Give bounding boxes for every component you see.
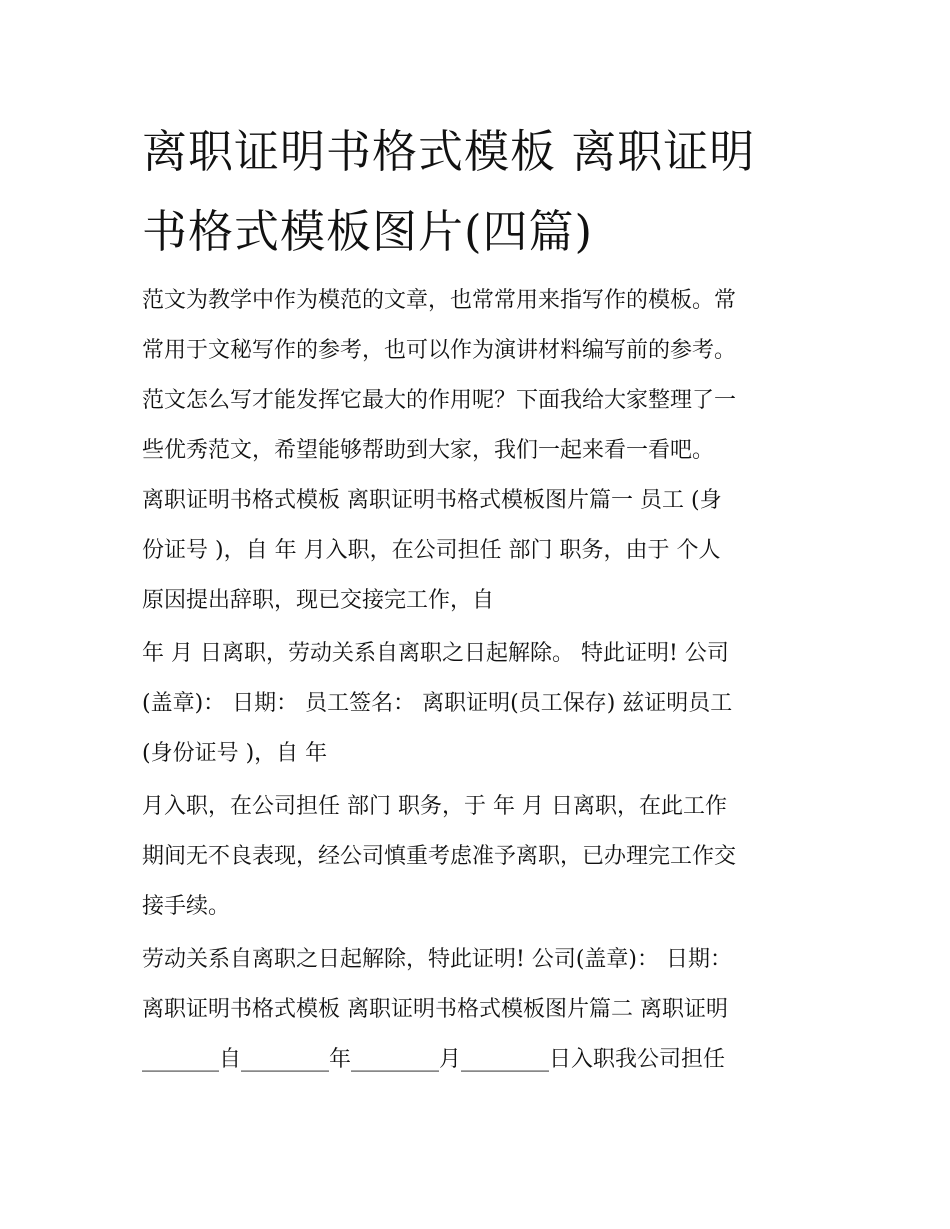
- body-line: 接手续。: [142, 894, 231, 919]
- body-line: 月入职，在公司担任 部门 职务，于 年 月 日离职，在此工作: [142, 794, 727, 819]
- body-line: 期间无不良表现，经公司慎重考虑准予离职，已办理完工作交: [142, 844, 737, 869]
- title-line-2: 书格式模板图片(四篇): [142, 205, 594, 258]
- body-line: 范文为教学中作为模范的文章，也常常用来指写作的模板。常: [142, 288, 737, 313]
- body-line: (盖章)： 日期： 员工签名： 离职证明(员工保存) 兹证明员工: [142, 691, 733, 716]
- body-line: 些优秀范文，希望能够帮助到大家，我们一起来看一看吧。: [142, 438, 715, 463]
- body-line: (身份证号 )，自 年: [142, 741, 328, 766]
- document-title: [142, 112, 822, 272]
- body-line: 常用于文秘写作的参考，也可以作为演讲材料编写前的参考。: [142, 338, 737, 363]
- body-line: 离职证明书格式模板 离职证明书格式模板图片篇二 离职证明: [142, 997, 728, 1022]
- body-line: 离职证明书格式模板 离职证明书格式模板图片篇一 员工 (身: [142, 488, 722, 513]
- body-line: 劳动关系自离职之日起解除，特此证明! 公司(盖章)： 日期：: [142, 947, 732, 972]
- body-line: 年 月 日离职，劳动关系自离职之日起解除。 特此证明! 公司: [142, 641, 729, 666]
- body-line: 范文怎么写才能发挥它最大的作用呢？下面我给大家整理了一: [142, 388, 737, 413]
- title-line-1: 离职证明书格式模板 离职证明: [142, 125, 756, 178]
- body-line: 份证号 )，自 年 月入职，在公司担任 部门 职务，由于 个人: [142, 538, 721, 563]
- body-line: 原因提出辞职，现已交接完工作，自: [142, 588, 495, 613]
- body-line: _______自________年________月________日入职我公司担任: [142, 1047, 726, 1072]
